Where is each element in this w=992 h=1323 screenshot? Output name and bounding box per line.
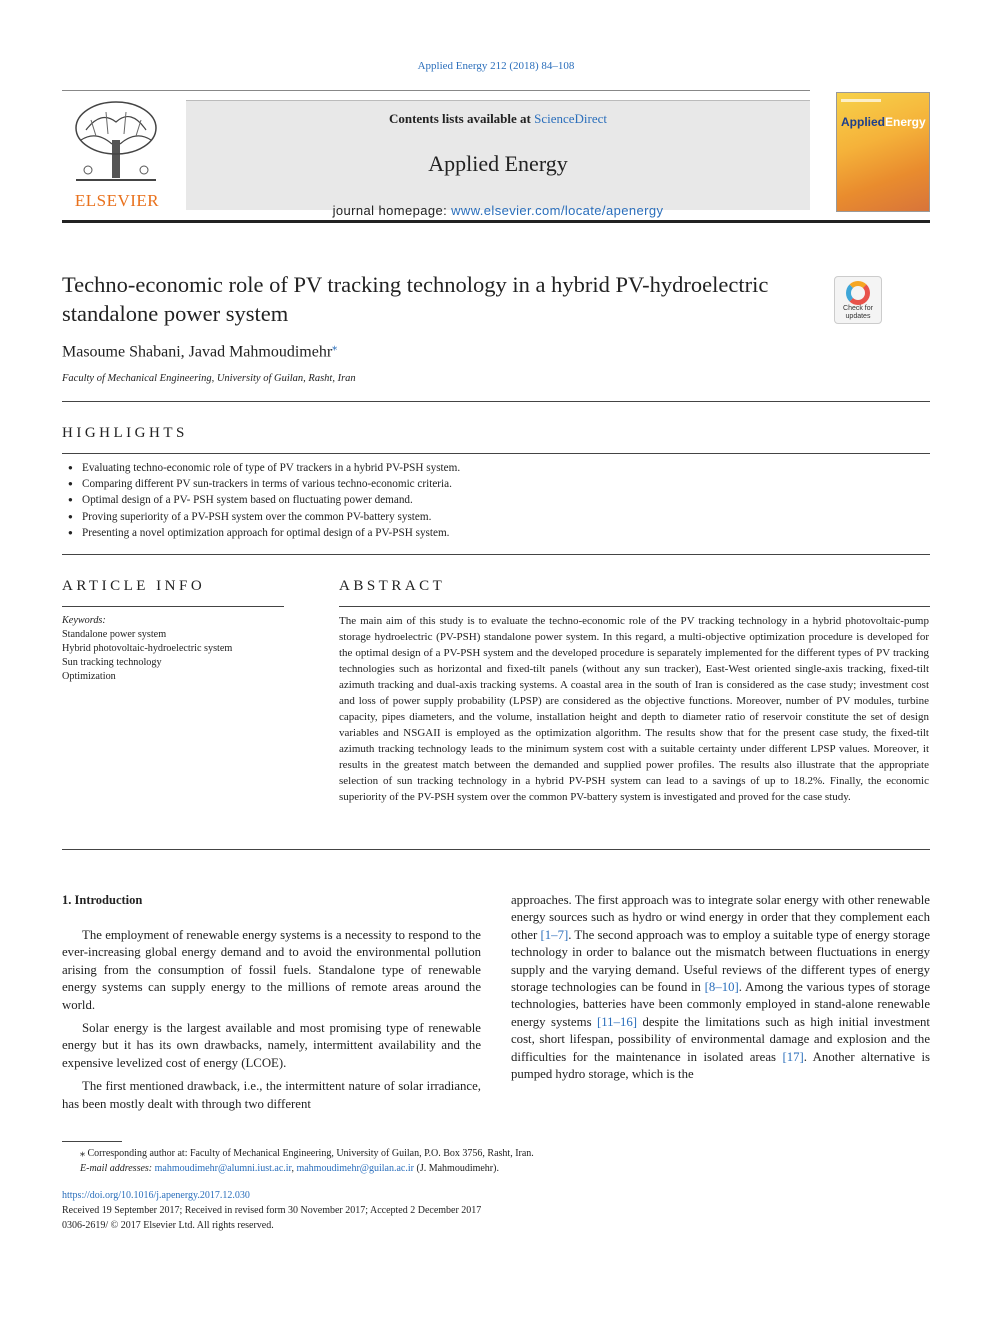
- intro-text: despite the limitations such as high initial investment cost, short lifespan, possibility of environmental damage and explosion and the difficulties for the maintenance in isolated areas: [511, 1014, 930, 1064]
- article-info-heading: ARTICLE INFO: [62, 578, 206, 594]
- keyword: Standalone power system: [62, 629, 167, 640]
- intro-paragraph: [511, 892, 930, 1083]
- reference-link[interactable]: [11–16]: [596, 1014, 638, 1029]
- intro-text: . Another alternative is pumped hydro storage, which is the: [511, 1049, 930, 1082]
- elsevier-tree-icon: [66, 100, 166, 184]
- email-link[interactable]: mahmoudimehr@alumni.iust.ac.ir: [154, 1163, 292, 1174]
- email-link[interactable]: mahmoudimehr@guilan.ac.ir: [296, 1163, 414, 1174]
- rule-below-abstract-heading: [339, 606, 930, 607]
- keywords-label: Keywords:: [62, 615, 106, 626]
- author-list: [62, 342, 337, 361]
- corresponding-text: Corresponding author at: Faculty of Mechanical Engineering, University of Guilan, P.O. Box 3756, Rasht, Iran.: [87, 1148, 534, 1159]
- elsevier-wordmark: ELSEVIER: [74, 191, 160, 210]
- intro-right-column: [511, 892, 930, 1089]
- intro-text: . The second approach was to employ a suitable type of energy storage technology in order to balance out the mismatch between fluctuations in energy supply and the varying demand. Useful reviews of the different types of energy storage technologies can be found in: [511, 927, 931, 995]
- email-separator: ,: [291, 1163, 297, 1174]
- journal-name: Applied Energy: [428, 151, 568, 176]
- intro-paragraph: The first mentioned drawback, i.e., the intermittent nature of solar irradiance, has been mostly dealt with through two different: [62, 1079, 481, 1111]
- received-dates: Received 19 September 2017; Received in revised form 30 November 2017; Accepted 2 December 2017: [62, 1205, 482, 1216]
- highlight-item: ● Evaluating techno-economic role of type of PV trackers in a hybrid PV-PSH system.: [68, 460, 460, 476]
- authors-text: Masoume Shabani, Javad Mahmoudimehr: [62, 343, 333, 361]
- rule-below-highlights-heading: [62, 453, 930, 454]
- highlight-item: ● Optimal design of a PV- PSH system based on fluctuating power demand.: [68, 492, 460, 508]
- journal-cover-image[interactable]: [836, 92, 930, 212]
- rule-below-highlights: [62, 554, 930, 555]
- check-updates-line1: Check for: [843, 305, 873, 312]
- highlights-list: [68, 460, 460, 541]
- contents-prefix: Contents lists available at: [388, 111, 535, 126]
- affiliation: Faculty of Mechanical Engineering, University of Guilan, Rasht, Iran: [62, 373, 356, 384]
- article-title: Techno-economic role of PV tracking technology in a hybrid PV-hydroelectric standalone power system: [62, 272, 769, 326]
- check-updates-icon: [846, 281, 870, 305]
- contents-line: [186, 111, 810, 127]
- rule-above-highlights: [62, 401, 930, 402]
- check-for-updates-button[interactable]: [834, 276, 882, 324]
- homepage-link[interactable]: www.elsevier.com/locate/apenergy: [451, 203, 664, 218]
- copyright: 0306-2619/ © 2017 Elsevier Ltd. All rights reserved.: [62, 1220, 274, 1231]
- journal-info-box: [186, 100, 810, 218]
- header-bottom-rule: [62, 220, 930, 223]
- sciencedirect-link[interactable]: ScienceDirect: [534, 111, 608, 126]
- publication-info: [62, 1188, 481, 1233]
- header-top-rule: [62, 90, 810, 91]
- highlight-item: ● Proving superiority of a PV-PSH system over the common PV-battery system.: [68, 509, 460, 525]
- introduction-heading: 1. Introduction: [62, 893, 143, 907]
- highlights-heading: HIGHLIGHTS: [62, 425, 188, 441]
- abstract-heading: ABSTRACT: [339, 578, 446, 594]
- homepage-prefix: journal homepage:: [332, 203, 452, 218]
- journal-header: [62, 90, 930, 218]
- cover-title-b: Energy: [885, 115, 926, 129]
- reference-link[interactable]: [1–7]: [540, 927, 569, 942]
- corresponding-author-mark[interactable]: ⁎: [332, 342, 338, 353]
- check-updates-line2: updates: [845, 313, 871, 320]
- keywords-block: [62, 614, 232, 684]
- email-suffix: (J. Mahmoudimehr).: [413, 1163, 499, 1174]
- corresponding-author-note: [62, 1146, 930, 1161]
- intro-paragraph: The employment of renewable energy systems is a necessity to respond to the ever-increasing global energy demand and to avoid the environmental pollution arising from the consumption of fossil fuels. Standalone type of renewable energy systems can supply energy to the millions of remote areas around the world.: [62, 928, 481, 1012]
- cover-stripe: [841, 99, 881, 102]
- highlight-item: ● Presenting a novel optimization approach for optimal design of a PV-PSH system.: [68, 525, 460, 541]
- footnotes: [62, 1146, 930, 1176]
- keyword: Sun tracking technology: [62, 657, 162, 668]
- cover-title: [841, 115, 926, 129]
- footnote-mark: ⁎: [80, 1148, 85, 1159]
- keyword: Hybrid photovoltaic-hydroelectric system: [62, 643, 233, 654]
- highlight-item: ● Comparing different PV sun-trackers in terms of various techno-economic criteria.: [68, 476, 460, 492]
- doi-link[interactable]: https://doi.org/10.1016/j.apenergy.2017.12.030: [62, 1190, 250, 1201]
- intro-text: approaches. The first approach was to integrate solar energy with other renewable energy sources such as hydro or wind energy in order that they complement each other: [511, 893, 930, 942]
- elsevier-logo: [62, 100, 172, 212]
- intro-left-column: [62, 927, 481, 1119]
- abstract-text: The main aim of this study is to evaluate the techno-economic role of the PV tracking technology in a hybrid photovoltaic-pump storage hydroelectric (PV-PSH) standalone power system. In this regard, a multi-objective optimization procedure is developed for the optimal design of a PV-PSH system and the developed procedure is separately implemented for the different types of PV tracking technologies such as horizontal and fixed-tilt panels (without any sun tracker), East-West oriented single-axis tracking, fixed-tilt azimuth tracking and dual-axis tracking systems. A coastal area in the south of Iran is considered as the case study; investment cost and loss of power supply probability (LPSP) are considered as the objective functions. Moreover, number of PV modules, turbine capacity, pipes diameters, and the volume, installation height and depth to diameter ratio of reservoir constitute the set of design variables and NSGAII is employed as the optimization algorithm. The results show that for the present case study, the fixed-tilt azimuth tracking technology leads to the minimum system cost with a suitable certainty under different LPSP values. Moreover, it results in the greatest match between the demanded and supplied power profiles. The results also illustrate that the appropriate selection of sun tracking technology in a hybrid PV-PSH system can lead to a savings of up to 18.2%. Finally, the economic superiority of the PV-PSH system over the common PV-battery system is investigated and proved for the case study.: [339, 615, 929, 803]
- intro-paragraph: Solar energy is the largest available and most promising type of renewable energy but it has its own drawbacks, namely, intermittent availability and the expensive levelized cost of energy (LCOE).: [62, 1021, 481, 1070]
- email-label: E-mail addresses:: [80, 1163, 153, 1174]
- reference-link[interactable]: [8–10]: [704, 980, 739, 995]
- email-note: [62, 1161, 930, 1176]
- intro-text: . Among the various types of storage technologies, batteries have been commonly employed in stand-alone renewable energy systems: [511, 980, 930, 1029]
- footnote-rule: [62, 1141, 122, 1142]
- cover-title-a: Applied: [841, 115, 885, 129]
- citation-link[interactable]: Applied Energy 212 (2018) 84–108: [417, 60, 575, 72]
- rule-below-article-info: [62, 606, 284, 607]
- homepage-line: [186, 203, 810, 218]
- rule-below-abstract: [62, 849, 930, 850]
- keyword: Optimization: [62, 671, 116, 682]
- reference-link[interactable]: [17]: [782, 1049, 804, 1064]
